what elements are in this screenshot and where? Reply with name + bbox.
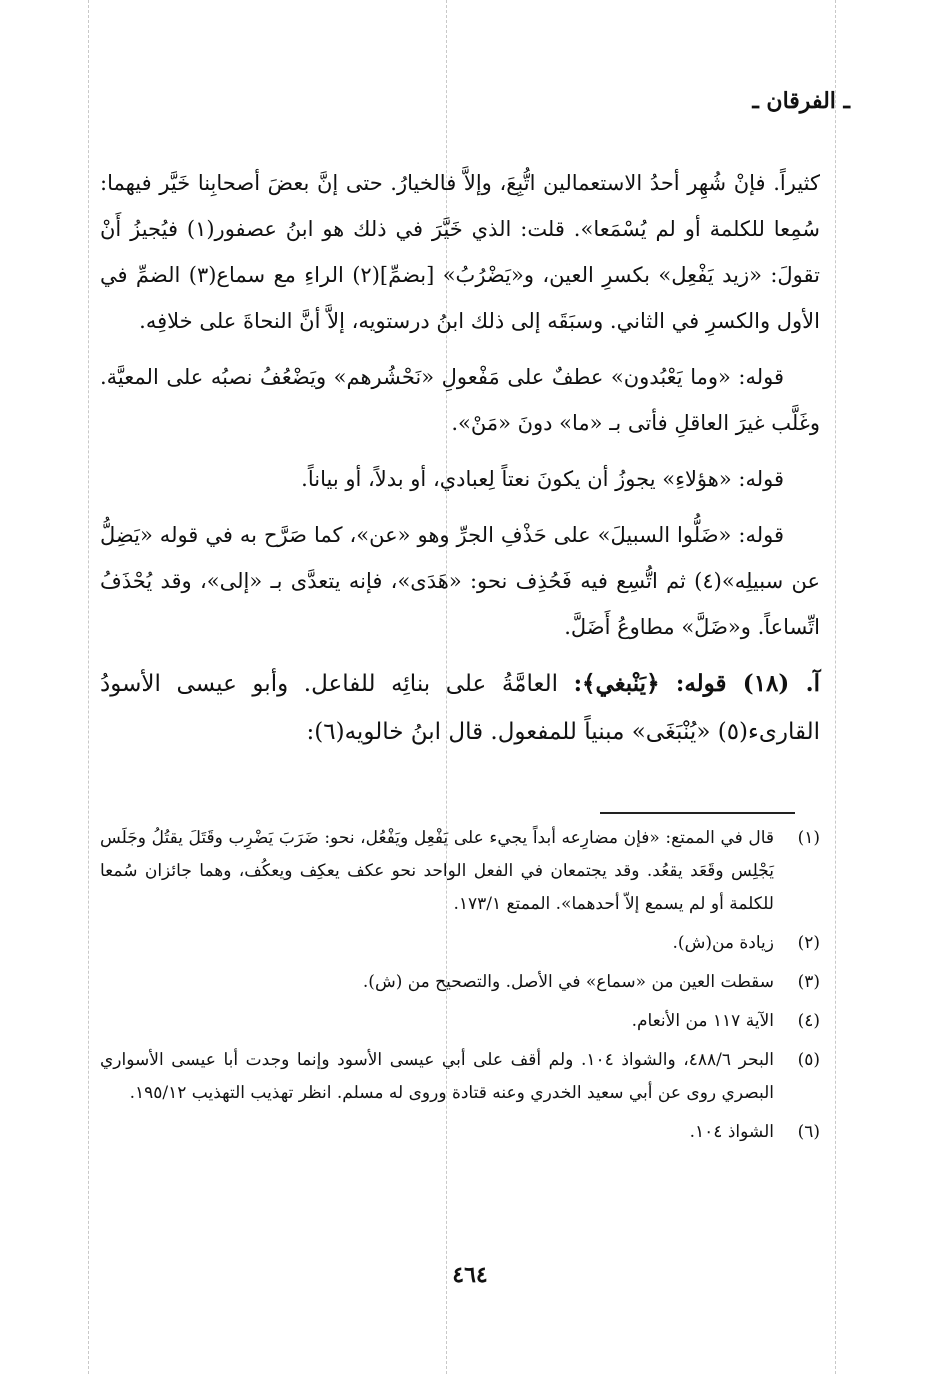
footnote-text: البحر ٤٨٨/٦، والشواذ ١٠٤. ولم أقف على أبي عيسى الأسود وإنما وجدت أبا عيسى الأسواري البصري روى عن أبي سعيد الخدري وعنه قتادة وروى له مسلم. انظر تهذيب التهذيب ١٩٥/١٢. xyxy=(100,1050,774,1103)
paragraph: قوله: «وما يَعْبُدون» عطفٌ على مَفْعولِ «نَحْشُرهم» ويَضْعُفُ نصبُه على المعيَّة. وغَلَّب غيرَ العاقلِ فأتى بـ «ما» دونَ «مَنْ». xyxy=(100,365,820,435)
footnote-text: الشواذ ١٠٤. xyxy=(689,1122,774,1142)
footnote xyxy=(100,966,820,999)
footnote-number: (٤) xyxy=(797,1011,820,1031)
scan-guide-line xyxy=(835,0,836,1374)
paragraph: قوله: «هؤلاءِ» يجوزُ أن يكونَ نعتاً لِعبادي، أو بدلاً، أو بياناً. xyxy=(301,467,784,491)
footnote-text: قال في الممتع: «فإن مضارِعه أبداً يجيء على يَفْعِل ويَفْعُل، نحو: ضَرَبَ يَضْرِب وقَتَلَ يقتُلُ وجَلَس يَجْلِس وقَعَد يقعُد. وقد يجتمعان في الفعل الواحد نحو عكف يعكِف ويعكُف، وهما جائزان سُمعا للكلمة أو لم يسمع إلاّ أحدهما». الممتع ١٧٣/١. xyxy=(100,828,774,914)
footnote-text: الآية ١١٧ من الأنعام. xyxy=(631,1011,774,1031)
footnote-separator xyxy=(600,812,795,814)
footnote-number: (٦) xyxy=(797,1122,820,1142)
paragraph: كثيراً. فإنْ شُهِر أحدُ الاستعمالين اتُّبِعَ، وإلاَّ فالخيارُ. حتى إنَّ بعضَ أصحابِنا خَيَّر فيهما: سُمِعا للكلمة أو لم يُسْمَعا». قلت: الذي خَيَّرَ في ذلك هو ابنُ عصفور(١) فيُجيزُ أَنْ تقولَ: «زيد يَفْعِل» بكسرِ العين، و«يَضْرُبُ» [بضمِّ](٢) الراءِ مع سماع(٣) الضمِّ في الأول والكسرِ في الثاني. وسبَقَه إلى ذلك ابنُ درستويه، إلاَّ أنَّ النحاةَ على خلافِه. xyxy=(100,171,821,333)
verse-heading: آ. (١٨) قوله: ﴿يَنْبغي﴾: xyxy=(573,670,820,697)
scan-guide-line xyxy=(88,0,89,1374)
footnote-text: سقطت العين من «سماع» في الأصل. والتصحيح من (ش). xyxy=(362,972,774,992)
footnote xyxy=(100,1005,820,1038)
paragraph: قوله: «ضَلُّوا السبيلَ» على حَذْفِ الجرِّ وهو «عن»، كما صَرَّح به في قوله «يَضِلُّ عن سبيلِه»(٤) ثم اتُّسِع فيه فَحُذِف نحو: «هَدَى»، فإنه يتعدَّى بـ «إلى»، وقد يُحْذَفُ اتِّساعاً. و«ضَلَّ» مطاوعُ أَضَلَّ. xyxy=(100,523,820,639)
footnote xyxy=(100,1116,820,1149)
footnote-text: زيادة من(ش). xyxy=(672,933,774,953)
footnote xyxy=(100,822,820,921)
running-header: ـ الفرقان ـ xyxy=(752,88,850,114)
footnote-number: (١) xyxy=(797,828,820,848)
footnote xyxy=(100,1044,820,1110)
verse-commentary xyxy=(100,660,820,756)
footnote-number: (٣) xyxy=(797,972,820,992)
page-number: ٤٦٤ xyxy=(452,1262,488,1288)
footnote-number: (٥) xyxy=(797,1050,820,1070)
main-text xyxy=(100,160,820,766)
footnote-number: (٢) xyxy=(797,933,820,953)
footnotes xyxy=(100,822,820,1155)
footnote xyxy=(100,927,820,960)
verse-text: العامَّةُ على بنائِه للفاعل. وأبو عيسى الأسودُ القارىء(٥) «يُنْبَغَى» مبنياً للمفعول. قال ابنُ خالويه(٦): xyxy=(100,671,820,745)
